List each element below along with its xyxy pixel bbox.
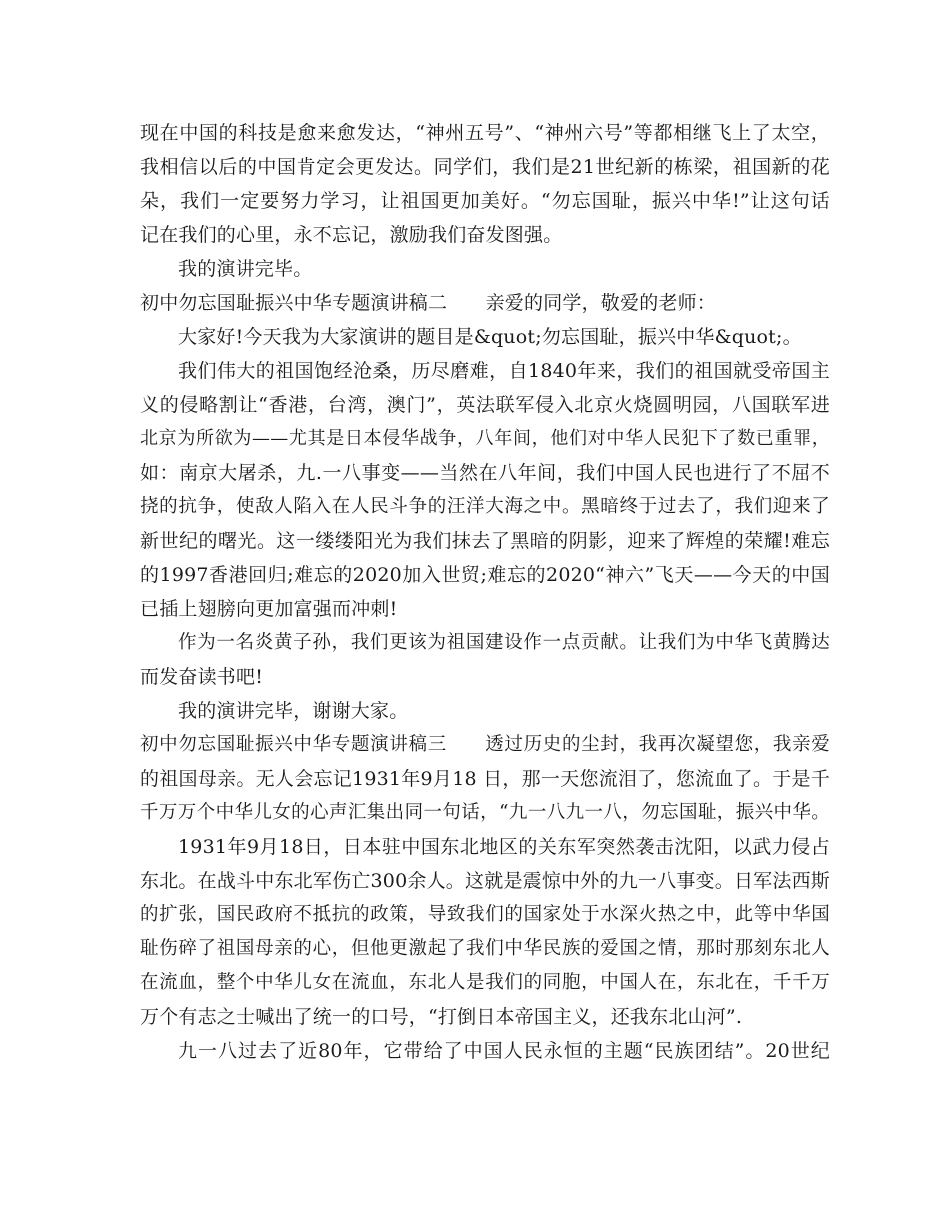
text-line: 万个有志之士喊出了统一的口号，“打倒日本帝国主义，还我东北山河”. [140, 1006, 743, 1028]
text-line: 如：南京大屠杀，九.一八事变——当然在八年间，我们中国人民也进行了不屈不 [140, 462, 830, 484]
text-line: 千万万个中华儿女的心声汇集出同一句话，“九一八九一八，勿忘国耻，振兴中华。 [140, 802, 830, 823]
text-line: 我们伟大的祖国饱经沧桑，历尽磨难，自1840年来，我们的祖国就受帝国主 [178, 360, 830, 382]
text-line: 现在中国的科技是愈来愈发达，“神州五号”、“神州六号”等都相继飞上了太空， [140, 122, 830, 144]
text-line: 我相信以后的中国肯定会更发达。同学们，我们是21世纪新的栋梁，祖国新的花 [140, 156, 830, 178]
text-line: 我的演讲完毕，谢谢大家。 [178, 700, 409, 722]
text-line: 1931年9月18日，日本驻中国东北地区的关东军突然袭击沈阳，以武力侵占 [178, 836, 830, 858]
text-line: 记在我们的心里，永不忘记，激励我们奋发图强。 [140, 224, 563, 246]
text-line: 挠的抗争，使敌人陷入在人民斗争的汪洋大海之中。黑暗终于过去了，我们迎来了 [140, 496, 830, 517]
document-body [140, 116, 830, 1068]
text-line: 已插上翅膀向更加富强而冲刺! [140, 598, 398, 620]
text-line: 的祖国母亲。无人会忘记1931年9月18 日，那一天您流泪了，您流血了。于是千 [140, 768, 830, 790]
text-line: 大家好!今天我为大家演讲的题目是&quot;勿忘国耻，振兴中华&quot;。 [178, 326, 802, 348]
text-line: 的扩张，国民政府不抵抗的政策，导致我们的国家处于水深火热之中，此等中华国 [140, 904, 830, 925]
text-line: 而发奋读书吧! [140, 666, 264, 688]
text-line: 东北。在战斗中东北军伤亡300余人。这就是震惊中外的九一八事变。日军法西斯 [140, 870, 830, 892]
text-line: 朵，我们一定要努力学习，让祖国更加美好。“勿忘国耻，振兴中华!”让这句话 [140, 190, 830, 212]
text-line: 初中勿忘国耻振兴中华专题演讲稿三 透过历史的尘封，我再次凝望您，我亲爱 [140, 734, 830, 755]
text-line: 初中勿忘国耻振兴中华专题演讲稿二 亲爱的同学，敬爱的老师： [140, 292, 717, 314]
text-line: 北京为所欲为——尤其是日本侵华战争，八年间，他们对中华人民犯下了数已重罪， [140, 428, 830, 449]
text-line: 在流血，整个中华儿女在流血，东北人是我们的同胞，中国人在，东北在，千千万 [140, 972, 830, 993]
text-line: 的1997香港回归;难忘的2020加入世贸;难忘的2020“神六”飞天——今天的中国 [140, 564, 830, 586]
text-line: 新世纪的曙光。这一缕缕阳光为我们抹去了黑暗的阴影，迎来了辉煌的荣耀!难忘 [140, 530, 830, 552]
text-line: 耻伤碎了祖国母亲的心，但他更激起了我们中华民族的爱国之情，那时那刻东北人 [140, 938, 830, 959]
text-line: 义的侵略割让“香港，台湾，澳门”，英法联军侵入北京火烧圆明园，八国联军进 [140, 394, 830, 416]
text-line: 作为一名炎黄子孙，我们更该为祖国建设作一点贡献。让我们为中华飞黄腾达 [178, 632, 830, 653]
text-line: 九一八过去了近80年，它带给了中国人民永恒的主题“民族团结”。20世纪 [178, 1040, 830, 1062]
text-line: 我的演讲完毕。 [178, 258, 313, 280]
